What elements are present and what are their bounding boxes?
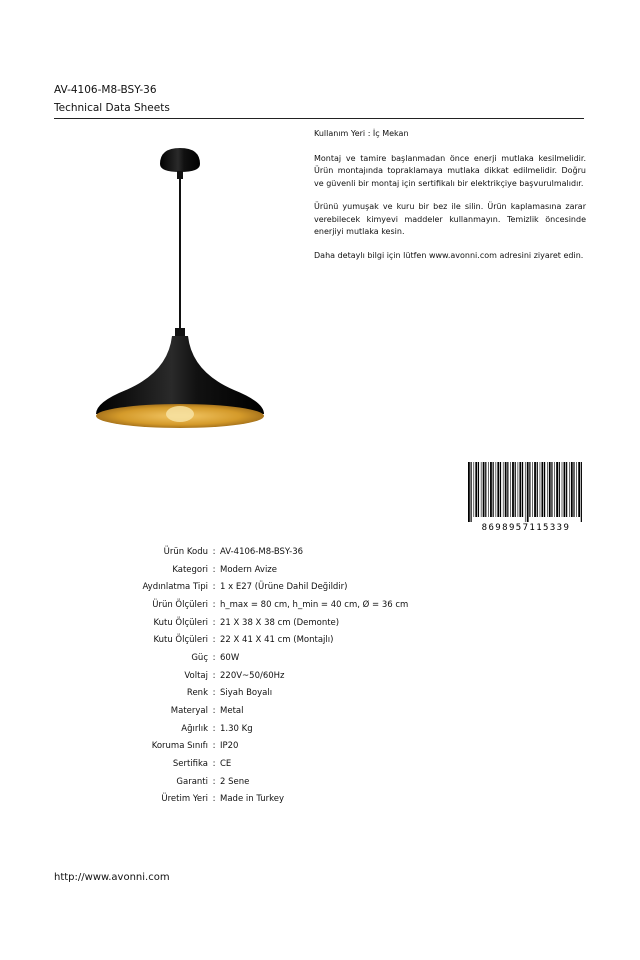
spec-separator: : — [212, 546, 216, 557]
barcode-bar — [559, 462, 560, 517]
lamp-socket — [175, 328, 185, 336]
spec-label: Ürün Ölçüleri — [152, 599, 208, 610]
barcode-bar — [532, 462, 533, 517]
spec-row — [60, 631, 560, 649]
spec-value: Siyah Boyalı — [220, 688, 273, 699]
spec-separator: : — [212, 741, 216, 752]
canopy — [160, 148, 200, 172]
spec-label: Garanti — [176, 776, 208, 787]
barcode-bar — [493, 462, 494, 517]
spec-value: 22 X 41 X 41 cm (Montajlı) — [220, 635, 334, 646]
barcode-bar — [525, 462, 526, 522]
spec-label: Aydınlatma Tipi — [142, 582, 208, 593]
barcode-bar — [578, 462, 580, 517]
spec-row — [60, 773, 560, 791]
pendant-lamp-image — [88, 140, 272, 440]
spec-value: 2 Sene — [220, 776, 250, 787]
barcode-bar — [475, 462, 477, 517]
barcode-bar — [571, 462, 573, 517]
spec-value: 60W — [220, 652, 240, 663]
barcode-bar — [547, 462, 548, 517]
header — [54, 84, 584, 119]
lamp-shade — [96, 336, 264, 414]
barcode-bar — [569, 462, 570, 517]
barcode-bar — [505, 462, 507, 517]
barcode-bar — [471, 462, 472, 522]
barcode-bar — [515, 462, 516, 517]
spec-value: CE — [220, 759, 232, 770]
barcode-bar — [554, 462, 555, 517]
barcode-bar — [551, 462, 552, 517]
spec-label: Ürün Kodu — [163, 546, 208, 557]
barcode-bar — [537, 462, 538, 517]
spec-table — [60, 543, 560, 808]
barcode-bar — [522, 462, 523, 517]
spec-row — [60, 755, 560, 773]
spec-label: Materyal — [170, 706, 208, 717]
spec-row — [60, 543, 560, 561]
spec-row — [60, 702, 560, 720]
page-subtitle: Technical Data Sheets — [54, 102, 584, 119]
spec-value: h_max = 80 cm, h_min = 40 cm, Ø = 36 cm — [220, 599, 409, 610]
spec-row — [60, 561, 560, 579]
spec-row — [60, 738, 560, 756]
product-code-title: AV-4106-M8-BSY-36 — [54, 84, 157, 96]
spec-row — [60, 596, 560, 614]
notes-paragraph: Montaj ve tamire başlanmadan önce enerji mutlaka kesilmelidir. Ürün montajında topraklamaya mutlaka dikkat edilmelidir. Doğru ve güvenli bir montaj için sertifikalı bir elektrikçiye başvurulmalıdır. — [314, 153, 586, 188]
barcode — [466, 460, 586, 532]
barcode-bar — [468, 462, 470, 522]
barcode-bar — [488, 462, 489, 517]
barcode-bar — [540, 462, 541, 517]
barcode-bar — [529, 462, 530, 517]
barcode-bar — [503, 462, 504, 517]
spec-row — [60, 578, 560, 596]
spec-value: IP20 — [220, 741, 239, 752]
barcode-bar — [500, 462, 501, 517]
barcode-bar — [496, 462, 497, 517]
spec-row — [60, 720, 560, 738]
barcode-bar — [490, 462, 492, 517]
barcode-number: 8698957115339 — [481, 523, 571, 532]
spec-row — [60, 791, 560, 809]
barcode-bar — [542, 462, 544, 517]
barcode-bar — [581, 462, 582, 522]
spec-separator: : — [212, 635, 216, 646]
barcode-bar — [518, 462, 519, 517]
spec-value: Modern Avize — [220, 564, 277, 575]
barcode-bar — [576, 462, 577, 517]
spec-separator: : — [212, 706, 216, 717]
barcode-bar — [556, 462, 558, 517]
spec-label: Üretim Yeri — [161, 794, 208, 805]
footer-url: http://www.avonni.com — [54, 872, 170, 883]
barcode-bar — [562, 462, 563, 517]
spec-value: 220V~50/60Hz — [220, 670, 285, 681]
spec-label: Sertifika — [172, 759, 208, 770]
spec-value: Metal — [220, 706, 244, 717]
barcode-bar — [474, 462, 475, 517]
barcode-bar — [510, 462, 511, 517]
spec-label: Kutu Ölçüleri — [153, 617, 208, 628]
spec-label: Koruma Sınıfı — [151, 741, 208, 752]
spec-separator: : — [212, 688, 216, 699]
spec-label: Kutu Ölçüleri — [153, 635, 208, 646]
usage-notes — [314, 128, 586, 273]
barcode-bar — [478, 462, 479, 517]
spec-value: 21 X 38 X 38 cm (Demonte) — [220, 617, 340, 628]
spec-separator: : — [212, 670, 216, 681]
bulb — [166, 406, 194, 422]
spec-row — [60, 685, 560, 703]
spec-label: Voltaj — [184, 670, 208, 681]
spec-label: Güç — [191, 652, 208, 663]
barcode-bar — [549, 462, 551, 517]
spec-value: AV-4106-M8-BSY-36 — [220, 546, 304, 557]
spec-label: Kategori — [172, 564, 208, 575]
barcode-bar — [507, 462, 508, 517]
spec-row — [60, 649, 560, 667]
barcode-bar — [564, 462, 566, 517]
barcode-bar — [527, 462, 529, 522]
spec-value: 1.30 Kg — [220, 723, 253, 734]
spec-separator: : — [212, 582, 216, 593]
spec-separator: : — [212, 617, 216, 628]
usage-location: Kullanım Yeri : İç Mekan — [314, 129, 409, 138]
spec-label: Ağırlık — [181, 723, 208, 734]
barcode-bar — [483, 462, 485, 517]
spec-value: Made in Turkey — [220, 794, 284, 805]
barcode-bar — [544, 462, 545, 517]
canopy-stem — [177, 171, 183, 179]
barcode-bar — [497, 462, 499, 517]
barcode-bar — [485, 462, 486, 517]
spec-separator: : — [212, 776, 216, 787]
notes-paragraph: Ürünü yumuşak ve kuru bir bez ile silin. Ürün kaplamasına zarar verebilecek kimyevi maddeler kullanmayın. Temizlik öncesinde enerjiyi mutlaka kesin. — [314, 202, 586, 236]
spec-separator: : — [212, 759, 216, 770]
barcode-bar — [512, 462, 514, 517]
spec-separator: : — [212, 652, 216, 663]
spec-row — [60, 614, 560, 632]
barcode-bar — [481, 462, 482, 517]
notes-paragraph: Daha detaylı bilgi için lütfen www.avonni.com adresini ziyaret edin. — [314, 250, 584, 260]
spec-separator: : — [212, 564, 216, 575]
spec-separator: : — [212, 599, 216, 610]
barcode-bar — [566, 462, 567, 517]
spec-separator: : — [212, 723, 216, 734]
barcode-bar — [534, 462, 536, 517]
barcode-bar — [519, 462, 521, 517]
spec-label: Renk — [186, 688, 208, 699]
barcode-bar — [573, 462, 574, 517]
spec-value: 1 x E27 (Ürüne Dahil Değildir) — [220, 582, 348, 593]
spec-separator: : — [212, 794, 216, 805]
spec-row — [60, 667, 560, 685]
